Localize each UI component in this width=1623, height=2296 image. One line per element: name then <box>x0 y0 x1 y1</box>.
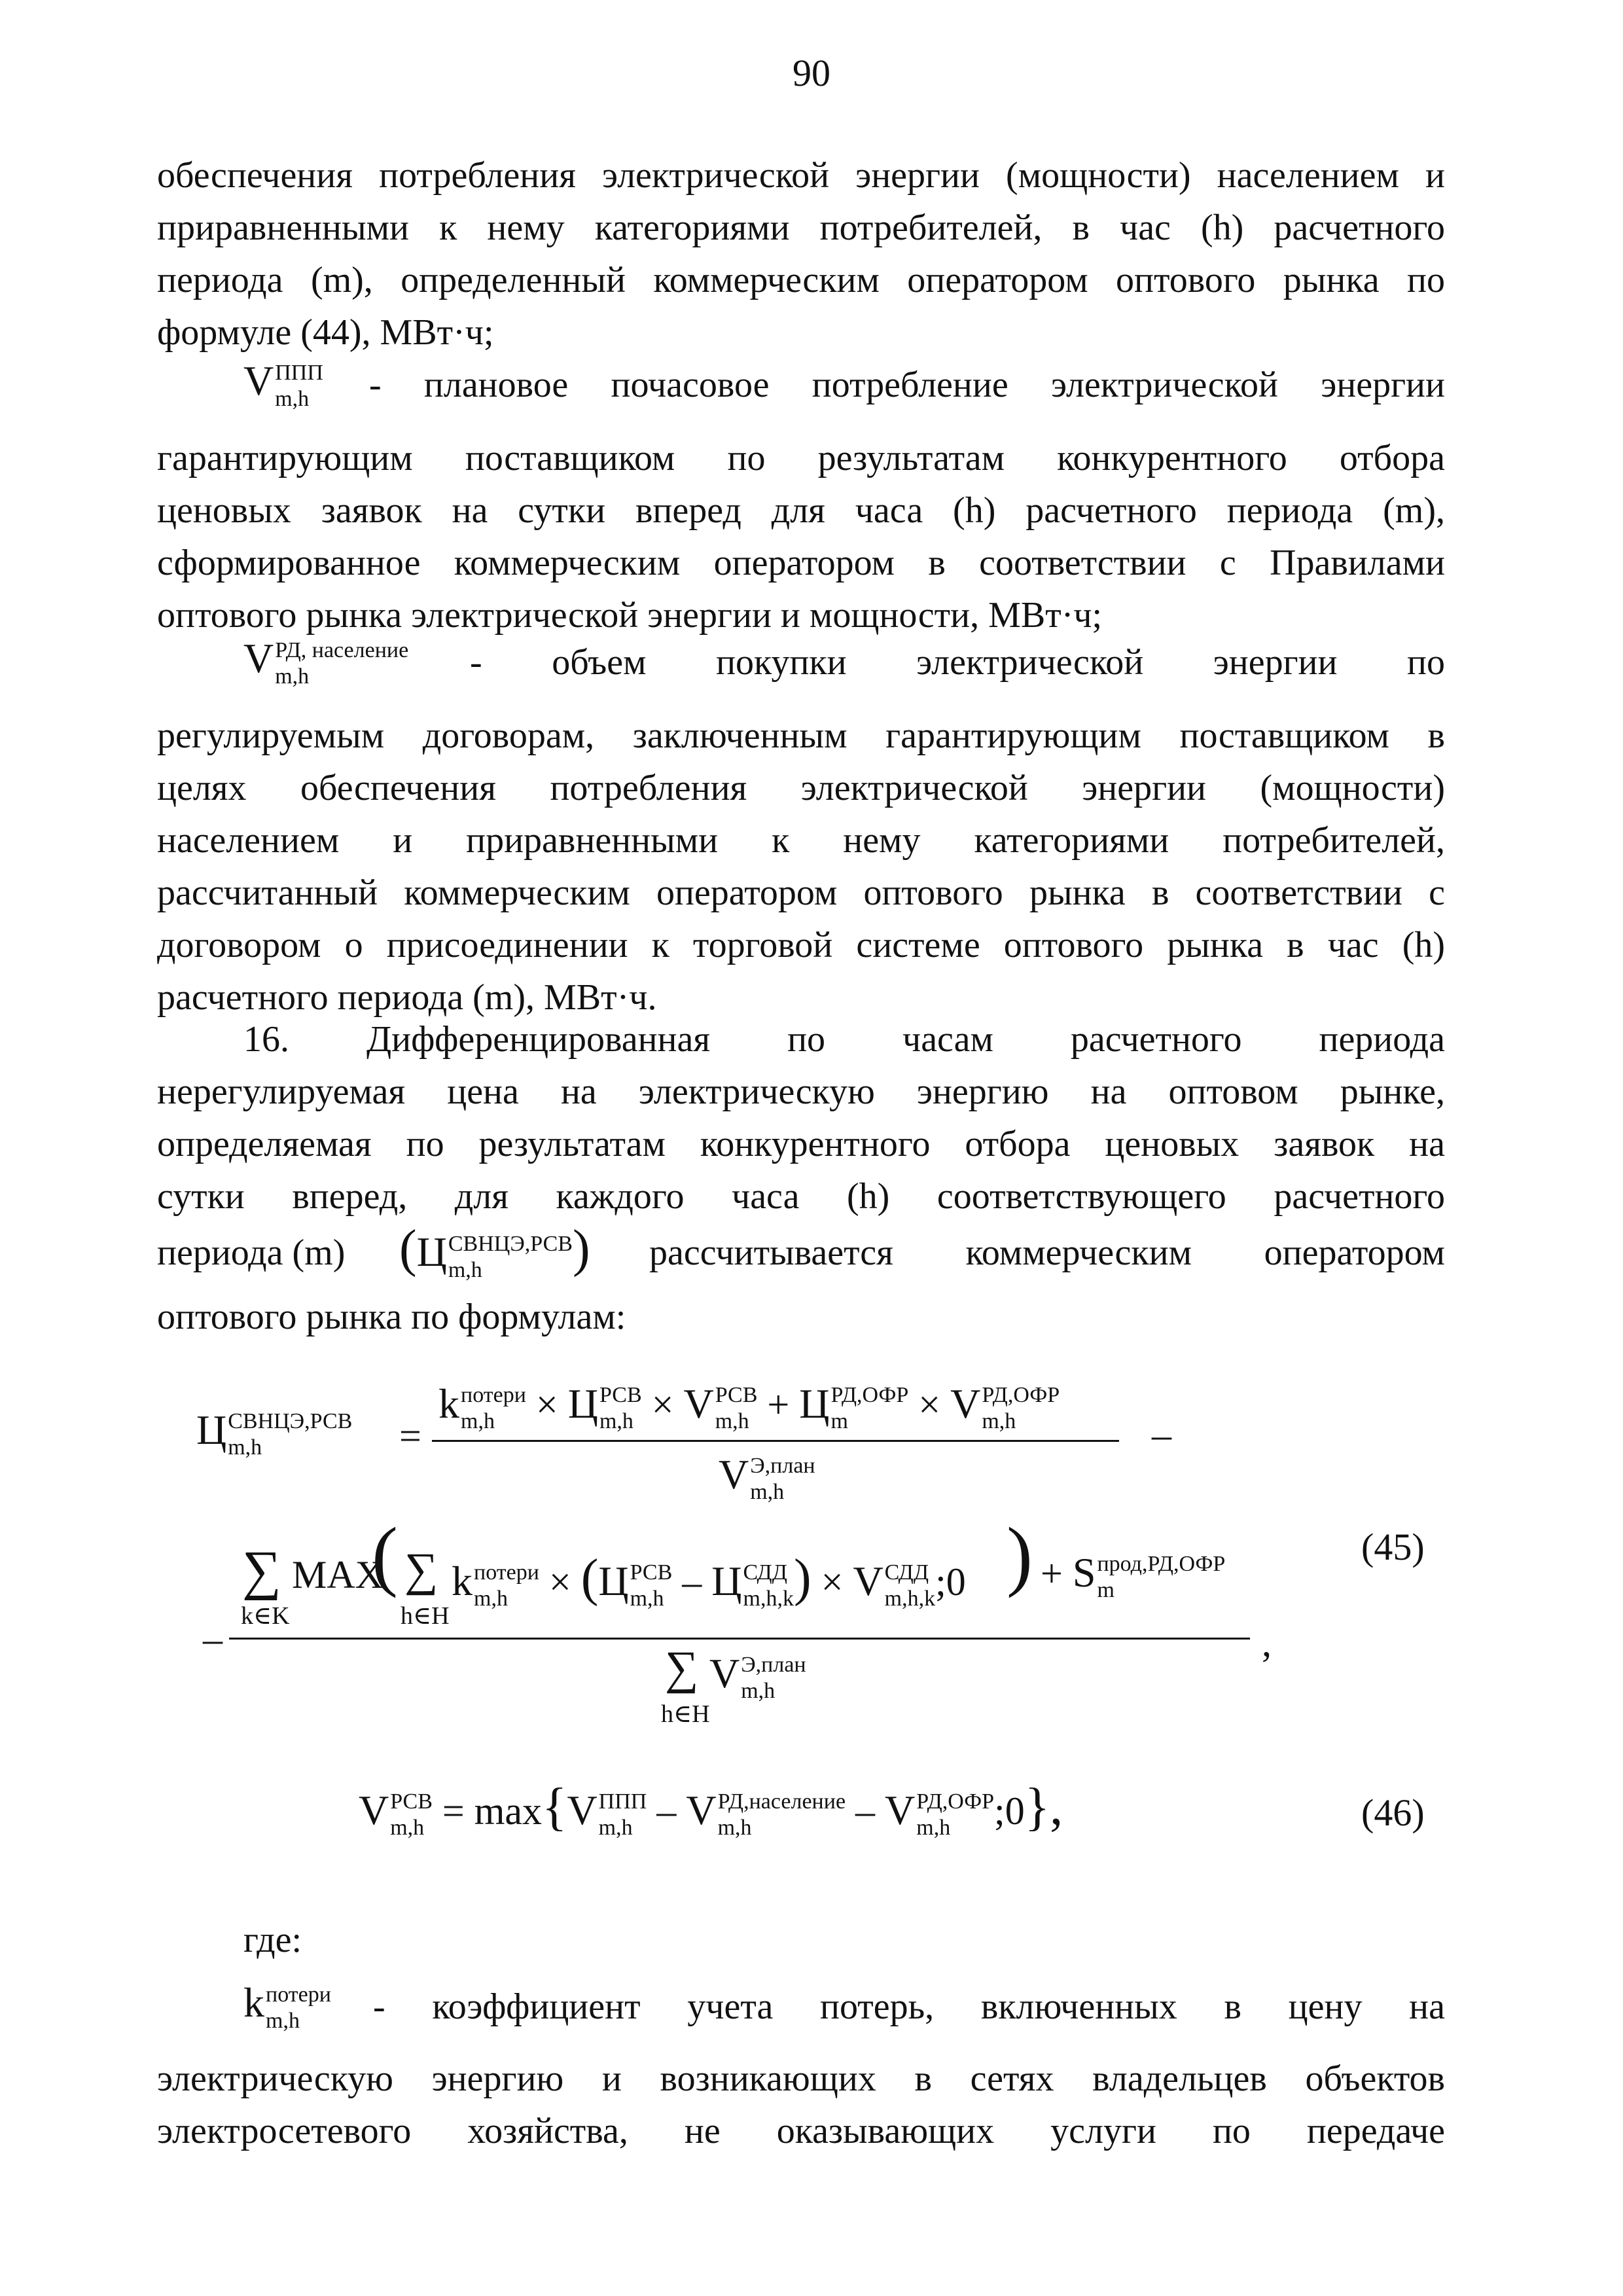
text-line: электрическую энергию и возникающих в сетях владельцев объектов <box>157 2058 1445 2099</box>
big-paren-close: ) <box>1007 1511 1033 1598</box>
max-label: MAX <box>292 1553 384 1596</box>
sigma-k: ∑ <box>242 1540 281 1601</box>
definition-first-line <box>157 636 1445 689</box>
text-line: сформированное коммерческим оператором в соответствии с Правилами <box>157 543 1445 583</box>
sigma-k-index: k∈K <box>241 1602 290 1630</box>
formula-45-numerator-1: k потери m,h × Ц РСВ m,h × V РСВ m,h + Ц РД,ОФР m × V РД,ОФР m,h <box>438 1380 1060 1434</box>
text-line: оптового рынка электрической энергии и мощности, МВт·ч; <box>157 595 1103 636</box>
text-line: нерегулируемая цена на электрическую энергию на оптовом рынке, <box>157 1071 1445 1112</box>
definition-text: - плановое почасовое потребление электрической энергии <box>369 365 1445 405</box>
text-line: гарантирующим поставщиком по результатам конкурентного отбора <box>157 438 1445 478</box>
paragraph-16 <box>157 1013 1445 1343</box>
equation-number-45: (45) <box>1361 1526 1425 1568</box>
text-fragment: рассчитывается коммерческим оператором <box>649 1232 1445 1273</box>
symbol-k-losses: k потери m,h <box>243 1979 331 2034</box>
fraction-bar-2 <box>229 1638 1250 1640</box>
text-line: формуле (44), МВт·ч; <box>157 312 494 353</box>
page-number: 90 <box>793 52 830 94</box>
text-line-with-symbol <box>157 1220 1445 1283</box>
text-line: договором о присоединении к торговой системе оптового рынка в час (h) <box>157 925 1445 965</box>
text-line: определяемая по результатам конкурентного отбора ценовых заявок на <box>157 1124 1445 1164</box>
text-line: сутки вперед, для каждого часа (h) соответствующего расчетного <box>157 1176 1445 1217</box>
formula-45-minus-1: – <box>1152 1413 1171 1456</box>
formula-45-minus-2: – <box>203 1617 223 1660</box>
text-line: рассчитанный коммерческим оператором оптового рынка в соответствии с <box>157 872 1445 913</box>
text-line: электросетевого хозяйства, не оказывающих услуги по передаче <box>157 2111 1445 2151</box>
definition-v-rd <box>157 636 1445 1024</box>
definition-first-line <box>157 359 1445 411</box>
symbol-v-ppp: V ППП m,h <box>243 357 323 412</box>
definition-k-losses <box>157 1981 1445 2157</box>
definition-v-ppp <box>157 359 1445 641</box>
formula-45-equals: = <box>399 1414 421 1458</box>
formula-45-numerator-2: k потери m,h × (Ц РСВ m,h – Ц СДД m,h,k ) × V СДД m,h,k ;0 <box>452 1549 966 1611</box>
text-fragment: периода (m) <box>157 1232 346 1273</box>
text-line: оптового рынка по формулам: <box>157 1297 626 1337</box>
formula-45-s-term: + S прод,РД,ОФР m <box>1041 1549 1226 1603</box>
text-line: ценовых заявок на сутки вперед для часа (h) расчетного периода (m), <box>157 490 1445 531</box>
text-line: населением и приравненными к нему категориями потребителей, <box>157 820 1445 861</box>
definition-text: - коэффициент учета потерь, включенных в цену на <box>373 1986 1445 2027</box>
symbol-c-svncz-inline: (Ц СВНЦЭ,РСВ m,h ) <box>399 1220 590 1283</box>
where-label: где: <box>243 1920 302 1960</box>
big-paren-open: ( <box>372 1511 398 1598</box>
formula-45-comma: , <box>1262 1621 1272 1664</box>
formula-45-lhs: Ц СВНЦЭ,РСВ m,h <box>196 1407 353 1460</box>
paragraph-1 <box>157 149 1445 359</box>
sigma-h: ∑ <box>404 1543 438 1596</box>
text-line: 16. Дифференцированная по часам расчетного периода <box>243 1019 1445 1060</box>
formula-46-body: V РСВ m,h = max{V ППП m,h – V РД,население m,h – V РД,ОФР m,h ;0}, <box>359 1778 1063 1840</box>
formula-45-denominator-2: V Э,план m,h <box>709 1650 806 1704</box>
sigma-h-denominator: ∑ <box>665 1641 699 1694</box>
text-line: расчетного периода (m), МВт·ч. <box>157 977 657 1018</box>
definition-first-line <box>157 1981 1445 2033</box>
text-line: периода (m), определенный коммерческим оператором оптового рынка по <box>157 260 1445 300</box>
definition-text: - объем покупки электрической энергии по <box>470 642 1445 683</box>
text-line: обеспечения потребления электрической энергии (мощности) населением и <box>157 155 1445 196</box>
text-line: приравненными к нему категориями потребителей, в час (h) расчетного <box>157 207 1445 248</box>
equation-number-46: (46) <box>1361 1791 1425 1834</box>
text-line: регулируемым договорам, заключенным гарантирующим поставщиком в <box>157 715 1445 756</box>
fraction-bar-1 <box>432 1440 1119 1442</box>
symbol-v-rd: V РД, население m,h <box>243 635 409 689</box>
sigma-h-index: h∈H <box>401 1602 450 1630</box>
text-line: целях обеспечения потребления электрической энергии (мощности) <box>157 768 1445 808</box>
formula-45-denominator-1: V Э,план m,h <box>719 1451 815 1505</box>
sigma-h-denominator-index: h∈H <box>661 1700 710 1728</box>
